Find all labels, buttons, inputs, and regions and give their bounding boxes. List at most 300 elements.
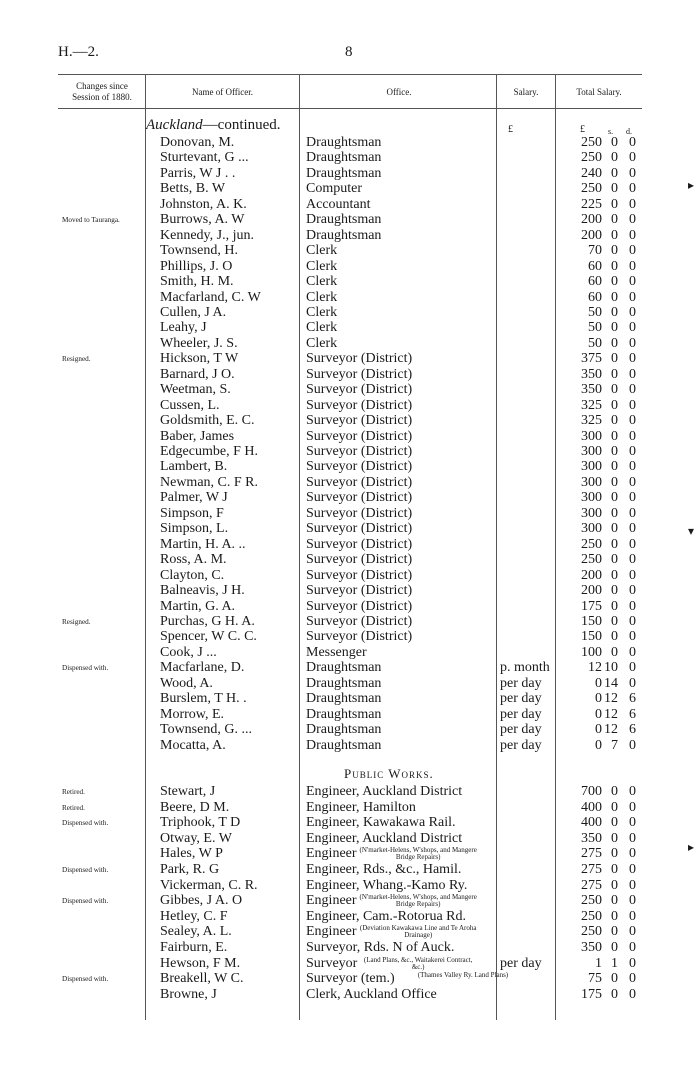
total-pounds: 0: [595, 691, 602, 707]
total-pounds: 250: [581, 552, 602, 568]
office-title: Surveyor (District): [306, 397, 413, 413]
total-shillings: 0: [611, 397, 618, 413]
salary-rate: per day: [500, 955, 542, 971]
total-shillings: 12: [604, 722, 618, 738]
total-pence: 0: [629, 908, 636, 924]
total-pounds: 50: [588, 320, 602, 336]
total-pounds: 240: [581, 165, 602, 181]
officer-name: Martin, H. A. ..: [160, 536, 246, 552]
office-title: Draughtsman: [306, 691, 382, 707]
total-pounds: 200: [581, 212, 602, 228]
officer-name: Mocatta, A.: [160, 737, 226, 753]
total-pence: 0: [629, 536, 636, 552]
total-shillings: 0: [611, 150, 618, 166]
office-title: Engineer, Hamilton: [306, 799, 416, 815]
total-shillings: 0: [611, 830, 618, 846]
total-pounds: 50: [588, 335, 602, 351]
total-shillings: 0: [611, 644, 618, 660]
margin-mark: ▸: [688, 178, 695, 192]
total-pounds: 150: [581, 613, 602, 629]
total-pounds: 60: [588, 289, 602, 305]
table-row: [0, 831, 700, 847]
total-shillings: 0: [611, 444, 618, 459]
total-pence: 0: [629, 598, 636, 614]
change-note: Moved to Tauranga.: [62, 216, 120, 225]
table-row: [0, 645, 700, 661]
officer-name: Macfarlane, D.: [160, 660, 245, 676]
office-title: Surveyor (District): [306, 598, 413, 614]
total-shillings: 0: [611, 459, 618, 475]
total-pence: 0: [629, 181, 636, 197]
office-title: Draughtsman: [306, 212, 382, 228]
officer-name: Park, R. G: [160, 862, 220, 877]
pound-unit-total: £: [580, 124, 585, 135]
total-shillings: 0: [611, 552, 618, 568]
total-pence: 0: [629, 846, 636, 862]
total-pence: 0: [629, 135, 636, 150]
officer-name: Weetman, S.: [160, 382, 231, 398]
table-row: [0, 568, 700, 584]
total-pence: 0: [629, 552, 636, 568]
officer-name: Breakell, W C.: [160, 971, 244, 987]
total-pounds: 325: [581, 413, 602, 429]
table-row: [0, 320, 700, 336]
total-shillings: 0: [611, 351, 618, 367]
table-row: [0, 599, 700, 615]
officer-name: Cussen, L.: [160, 397, 220, 413]
office-title: Surveyor (District): [306, 444, 413, 459]
office-title: Draughtsman: [306, 150, 382, 166]
total-shillings: 0: [611, 212, 618, 228]
total-pounds: 300: [581, 428, 602, 444]
table-row: [0, 305, 700, 321]
table-row: [0, 862, 700, 878]
total-pence: 0: [629, 613, 636, 629]
total-shillings: 0: [611, 536, 618, 552]
officer-name: Goldsmith, E. C.: [160, 413, 255, 429]
table-row: [0, 987, 700, 1003]
column-header-changes: Changes since Session of 1880.: [72, 81, 132, 102]
total-shillings: 0: [611, 784, 618, 799]
office-title: Surveyor (District): [306, 552, 413, 568]
total-pounds: 400: [581, 799, 602, 815]
office-title: Engineer, Kawakawa Rail.: [306, 815, 456, 831]
total-pounds: 275: [581, 846, 602, 862]
table-row: [0, 228, 700, 244]
total-shillings: 0: [611, 971, 618, 987]
section-heading-public-works: Public Works.: [344, 766, 434, 781]
office-title: Surveyor (District): [306, 567, 413, 583]
total-pounds: 70: [588, 243, 602, 259]
table-row: [0, 336, 700, 352]
table-row: [0, 800, 700, 816]
office-title: Clerk: [306, 274, 338, 290]
total-pence: 0: [629, 289, 636, 305]
total-pounds: 350: [581, 940, 602, 955]
office-note: (N'market-Helens, W'shops, and Mangere Bridge Repairs): [359, 893, 477, 909]
total-pounds: 300: [581, 505, 602, 521]
officer-name: Cullen, J A.: [160, 304, 227, 320]
office-title: Surveyor (District): [306, 536, 413, 552]
table-row: [0, 521, 700, 537]
change-note: Dispensed with.: [62, 897, 109, 906]
officer-name: Palmer, W J: [160, 490, 228, 506]
officer-name: Smith, H. M.: [160, 274, 234, 290]
officer-name: Newman, C. F R.: [160, 474, 258, 490]
total-shillings: 0: [611, 366, 618, 382]
table-row: [0, 351, 700, 367]
column-header-name: Name of Officer.: [191, 87, 254, 97]
total-pounds: 275: [581, 862, 602, 877]
table-row: [0, 846, 700, 862]
total-pence: 6: [629, 722, 636, 738]
total-shillings: 0: [611, 289, 618, 305]
office-title: Draughtsman: [306, 737, 382, 753]
officer-name: Purchas, G H. A.: [160, 613, 255, 629]
total-shillings: 0: [611, 940, 618, 955]
total-pounds: 60: [588, 258, 602, 274]
officer-name: Kennedy, J., jun.: [160, 227, 254, 243]
office-title: Draughtsman: [306, 706, 382, 722]
total-pence: 0: [629, 243, 636, 259]
section-title: Auckland: [146, 117, 203, 133]
change-note: Dispensed with.: [62, 866, 109, 874]
table-row: [0, 676, 700, 692]
table-row: [0, 552, 700, 568]
column-header-office: Office.: [386, 87, 412, 97]
total-pence: 0: [629, 459, 636, 475]
total-pence: 0: [629, 955, 636, 971]
change-note: Retired.: [62, 803, 85, 812]
officer-name: Lambert, B.: [160, 459, 228, 475]
total-shillings: 0: [611, 629, 618, 645]
total-pence: 0: [629, 644, 636, 660]
total-pounds: 60: [588, 274, 602, 290]
table-row: [0, 413, 700, 429]
total-pounds: 300: [581, 474, 602, 490]
total-pence: 0: [629, 274, 636, 290]
officer-name: Parris, W J . .: [160, 165, 236, 181]
office-title: Clerk, Auckland Office: [306, 986, 437, 1002]
total-pounds: 400: [581, 815, 602, 831]
total-pounds: 200: [581, 567, 602, 583]
office-title: Clerk: [306, 289, 338, 305]
officer-name: Martin, G. A.: [160, 598, 236, 614]
total-pence: 0: [629, 924, 636, 940]
total-pounds: 350: [581, 382, 602, 398]
total-pounds: 0: [595, 737, 602, 753]
office-title: Surveyor (District): [306, 613, 413, 629]
pound-unit-salary: £: [508, 124, 513, 135]
total-pounds: 700: [581, 784, 602, 799]
total-pounds: 300: [581, 459, 602, 475]
table-row: [0, 181, 700, 197]
total-pence: 0: [629, 521, 636, 537]
total-shillings: 0: [611, 521, 618, 537]
officer-name: Clayton, C.: [160, 567, 225, 583]
total-shillings: 0: [611, 846, 618, 862]
table-row: [0, 490, 700, 506]
table-row: [0, 893, 700, 909]
office-title: Engineer: [306, 924, 357, 940]
officer-name: Donovan, M.: [160, 135, 235, 150]
officer-name: Hales, W P: [160, 846, 223, 862]
total-shillings: 1: [611, 955, 618, 971]
table-row: [0, 784, 700, 800]
officer-name: Vickerman, C. R.: [160, 877, 258, 893]
officer-name: Hewson, F M.: [160, 955, 241, 971]
total-shillings: 0: [611, 165, 618, 181]
office-title: Clerk: [306, 304, 338, 320]
total-pounds: 250: [581, 135, 602, 150]
officer-name: Johnston, A. K.: [160, 196, 247, 212]
office-title: Surveyor (District): [306, 351, 413, 367]
officer-name: Hetley, C. F: [160, 908, 228, 924]
officer-name: Fairburn, E.: [160, 940, 228, 955]
change-note: Dispensed with.: [62, 819, 109, 828]
total-pounds: 50: [588, 304, 602, 320]
table-row: [0, 367, 700, 383]
office-title: Surveyor (District): [306, 583, 413, 599]
total-pounds: 250: [581, 924, 602, 940]
office-title: Surveyor (District): [306, 474, 413, 490]
table-row: [0, 243, 700, 259]
table-row: [0, 475, 700, 491]
margin-mark: ▾: [688, 524, 695, 538]
table-row: [0, 259, 700, 275]
total-pence: 0: [629, 784, 636, 799]
office-title: Draughtsman: [306, 675, 382, 691]
officer-name: Burrows, A. W: [160, 212, 245, 228]
total-shillings: 0: [611, 258, 618, 274]
office-note: (Thames Valley Ry. Land Plans): [417, 971, 509, 980]
table-row: [0, 444, 700, 460]
table-row: [0, 614, 700, 630]
total-pounds: 225: [581, 196, 602, 212]
office-title: Surveyor (District): [306, 382, 413, 398]
total-pence: 0: [629, 815, 636, 831]
table-row: [0, 691, 700, 707]
office-title: Surveyor (District): [306, 521, 413, 537]
total-pounds: 0: [595, 722, 602, 738]
total-pence: 0: [629, 629, 636, 645]
total-pounds: 275: [581, 877, 602, 893]
total-shillings: 0: [611, 815, 618, 831]
table-row: [0, 135, 700, 151]
table-row: [0, 506, 700, 522]
salary-rate: per day: [500, 722, 542, 738]
total-pounds: 350: [581, 830, 602, 846]
table-row: [0, 660, 700, 676]
table-row: [0, 150, 700, 166]
total-pounds: 300: [581, 490, 602, 506]
total-pence: 0: [629, 583, 636, 599]
total-pence: 0: [629, 862, 636, 877]
table-row: [0, 722, 700, 738]
total-pence: 0: [629, 660, 636, 676]
total-pounds: 1: [595, 955, 602, 971]
office-title: Surveyor, Rds. N of Auck.: [306, 940, 455, 955]
table-row: [0, 459, 700, 475]
total-pence: 0: [629, 366, 636, 382]
officer-name: Cook, J ...: [160, 644, 217, 660]
total-pence: 0: [629, 675, 636, 691]
total-pounds: 250: [581, 908, 602, 924]
total-pounds: 75: [588, 971, 602, 987]
office-title: Engineer, Rds., &c., Hamil.: [306, 862, 462, 877]
office-title: Clerk: [306, 258, 338, 274]
total-shillings: 0: [611, 227, 618, 243]
officer-name: Baber, James: [160, 428, 235, 444]
table-row: [0, 583, 700, 599]
table-row: [0, 212, 700, 228]
total-pounds: 0: [595, 706, 602, 722]
total-pounds: 250: [581, 181, 602, 197]
salary-rate: per day: [500, 675, 542, 691]
total-shillings: 0: [611, 428, 618, 444]
officer-name: Wheeler, J. S.: [160, 335, 238, 351]
total-pence: 0: [629, 335, 636, 351]
officer-name: Ross, A. M.: [160, 552, 227, 568]
officer-name: Edgecumbe, F H.: [160, 444, 258, 459]
margin-mark: ▸: [688, 840, 695, 854]
total-shillings: 0: [611, 799, 618, 815]
office-title: Surveyor (District): [306, 629, 413, 645]
total-pounds: 350: [581, 366, 602, 382]
office-title: Messenger: [306, 644, 367, 660]
total-pence: 0: [629, 304, 636, 320]
page-number: 8: [345, 44, 353, 60]
total-shillings: 0: [611, 243, 618, 259]
section-heading-auckland: [146, 117, 281, 134]
total-shillings: 12: [604, 691, 618, 707]
total-pence: 0: [629, 830, 636, 846]
office-title: Surveyor: [306, 955, 358, 971]
table-row: [0, 382, 700, 398]
total-pounds: 0: [595, 675, 602, 691]
officer-name: Barnard, J O.: [160, 366, 235, 382]
total-shillings: 0: [611, 567, 618, 583]
total-shillings: 0: [611, 924, 618, 940]
total-shillings: 0: [611, 583, 618, 599]
officer-name: Macfarland, C. W: [160, 289, 261, 305]
total-pence: 0: [629, 877, 636, 893]
office-title: Surveyor (District): [306, 490, 413, 506]
office-title: Clerk: [306, 335, 338, 351]
total-shillings: 0: [611, 862, 618, 877]
total-pence: 0: [629, 320, 636, 336]
table-row: [0, 166, 700, 182]
salary-rate: per day: [500, 691, 542, 707]
total-shillings: 0: [611, 135, 618, 150]
officer-name: Beere, D M.: [160, 799, 230, 815]
officer-name: Burslem, T H. .: [160, 691, 247, 707]
office-title: Engineer: [306, 846, 357, 862]
total-shillings: 0: [611, 613, 618, 629]
office-note: (N'market-Helens, W'shops, and Mangere Bridge Repairs): [359, 846, 477, 862]
table-row: [0, 738, 700, 754]
office-title: Surveyor (tem.): [306, 971, 395, 987]
total-shillings: 14: [604, 675, 618, 691]
officer-name: Simpson, L.: [160, 521, 229, 537]
change-note: Dispensed with.: [62, 664, 109, 673]
office-note: (Land Plans, &c., Waitakerei Contract, &c.): [363, 955, 473, 971]
total-pence: 0: [629, 150, 636, 166]
officer-name: Browne, J: [160, 986, 217, 1002]
total-pence: 0: [629, 227, 636, 243]
office-title: Computer: [306, 181, 362, 197]
total-pence: 0: [629, 413, 636, 429]
table-row: [0, 924, 700, 940]
table-row: [0, 956, 700, 972]
total-pence: 0: [629, 971, 636, 987]
total-pence: 0: [629, 428, 636, 444]
total-pounds: 150: [581, 629, 602, 645]
table-row: [0, 909, 700, 925]
total-pounds: 325: [581, 397, 602, 413]
column-header-salary: Salary.: [513, 87, 539, 97]
total-pence: 0: [629, 444, 636, 459]
total-pounds: 200: [581, 583, 602, 599]
officer-name: Otway, E. W: [160, 830, 232, 846]
page-ref: H.—2.: [58, 44, 99, 60]
total-pounds: 300: [581, 444, 602, 459]
officer-name: Wood, A.: [160, 675, 213, 691]
change-note: Resigned.: [62, 617, 91, 626]
total-shillings: 12: [604, 706, 618, 722]
total-shillings: 0: [611, 505, 618, 521]
total-pence: 0: [629, 382, 636, 398]
pence-unit: d.: [626, 127, 632, 136]
salary-rate: p. month: [500, 660, 550, 676]
total-pence: 0: [629, 212, 636, 228]
total-shillings: 0: [611, 274, 618, 290]
office-title: Draughtsman: [306, 722, 382, 738]
change-note: Dispensed with.: [62, 975, 109, 984]
total-shillings: 0: [611, 986, 618, 1002]
total-pence: 0: [629, 165, 636, 181]
office-title: Surveyor (District): [306, 459, 413, 475]
total-pounds: 12: [588, 660, 602, 676]
total-pounds: 375: [581, 351, 602, 367]
officer-name: Spencer, W C. C.: [160, 629, 257, 645]
officer-name: Leahy, J: [160, 320, 207, 336]
total-shillings: 0: [611, 181, 618, 197]
total-shillings: 0: [611, 877, 618, 893]
total-pounds: 250: [581, 150, 602, 166]
total-pence: 0: [629, 799, 636, 815]
officer-name: Simpson, F: [160, 505, 224, 521]
officer-name: Sturtevant, G ...: [160, 150, 249, 166]
total-shillings: 0: [611, 908, 618, 924]
total-shillings: 0: [611, 893, 618, 909]
table-row: [0, 398, 700, 414]
table-row: [0, 537, 700, 553]
total-shillings: 10: [604, 660, 618, 676]
officer-name: Townsend, G. ...: [160, 722, 252, 738]
officer-name: Balneavis, J H.: [160, 583, 245, 599]
office-title: Engineer, Auckland District: [306, 784, 463, 799]
officer-name: Townsend, H.: [160, 243, 238, 259]
total-pence: 0: [629, 474, 636, 490]
total-pounds: 175: [581, 986, 602, 1002]
total-pounds: 175: [581, 598, 602, 614]
salary-rate: per day: [500, 737, 542, 753]
office-title: Clerk: [306, 243, 338, 259]
total-shillings: 7: [611, 737, 618, 753]
table-row: [0, 940, 700, 956]
section-suffix: —continued.: [202, 117, 281, 133]
